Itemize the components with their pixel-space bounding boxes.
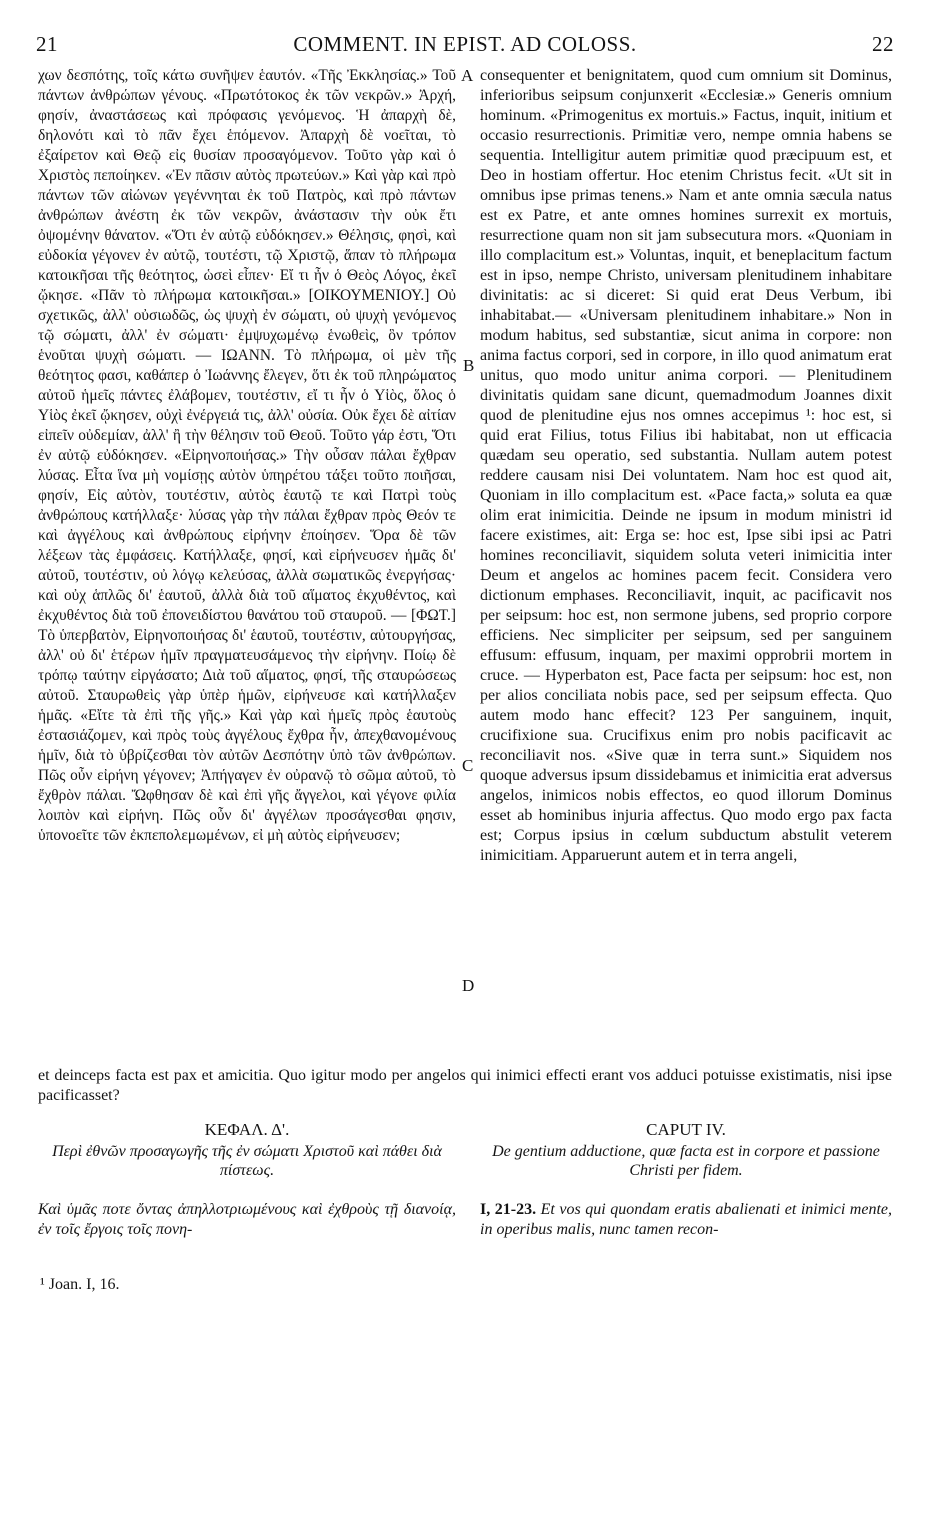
margin-marker-c: C: [462, 756, 474, 775]
latin-column-text: consequenter et benignitatem, quod cum omnium sit Dominus, inferioribus seipsum conjunxerit «Ecclesiæ.» Generis omnium hominum. «Primogenitus ex mortuis.» Factus, inquit, initium et occasio resurrectionis. Primitiæ vero, nempe omnia habens se sequentia. Intelligitur autem primitiæ quod præcipuum est, et Deo in hostiam offertur. Hoc etenim Christus fecit. «Ut sit in omnibus ipse primas tenens.» Nam et ante omnia sæcula natus est ex Patre, et ante omnes homines surrexit ex mortuis, resurrectione quam non sit jam subsecutura mors. «Quoniam in illo complacitum est.» Voluntas, inquit, et beneplacitum factum est in ipso, nempe Christo, universam plenitudinem inhabitare divinitatis: ac si diceret: Si quid erat Deus Verbum, ibi inhabitabat.— «Universam plenitudinem inhabitare.» Non in modum habitus, sed substantiæ, sicut anima in corpore: non anima factus corpori, sed in corpore, in illo quod animatum erat unitus, quo modo unitur anima corpori. — Plenitudinem divinitatis quidam sane dicunt, quemadmodum Joannes dixit quod de plenitudine ejus nos omnes accepimus ¹: hoc est, si quid erat Filius, totus Filius ibi habitabat, non ut efficacia quædam seu operatio, sed substantia. Nullam autem potest reddere causam nisi Dei voluntatem. Nam hoc est quod ait, Quoniam in illo complacitum est. «Pace facta,» soluta ea quæ olim erat inimicitia. Deinde ne ipsum in modum ministri id facere existimes, ait: Erga se: hoc est, Ipse sibi ipsi ac Patri homines reconciliavit, siquidem soluta veteri inimicitia inter Deum et angelos ac homines pacem fecit. Considera vero dictionum emphases. Reconciliavit, inquit, ac pacificavit nos per seipsum: hoc est, non sermone jubens, sed proprio corpore efficiens. Nec simpliciter per seipsum, sed per sanguinem effusum: effusum, inquam, per maximi opprobrii mortem in cruce. — Hyperbaton est, Pace facta per seipsum: hoc est, non per alios conciliata nobis pace, sed per seipsum effecta. Quo autem modo hanc effecit? 123 Per sanguinem, inquit, crucifixione sua. Crucifixus enim pro nobis pacificavit ac reconciliavit nos. «Sive quæ in terra sunt.» Siquidem nos quoque adversus ipsum dissidebamus et inimicitia erat adversus angelos, inimicos nobis effectos, eo quod illorum Dominus esset ab hominibus injuria affectus. Quo modo ergo pax facta est; Corpus ipsius in cœlum subductum abstulit veterem inimicitiam. Apparuerunt autem et in terra angeli,: [480, 67, 892, 864]
chapter-heading-latin: [480, 1120, 892, 1180]
footnote: ¹ Joan. I, 16.: [40, 1276, 120, 1293]
chapter-subtitle-greek: Περὶ ἐθνῶν προσαγωγῆς τῆς ἐν σώματι Χριστοῦ καὶ πάθει διὰ πίστεως.: [52, 1143, 442, 1179]
margin-marker-b: B: [463, 356, 475, 375]
verse-text-latin-body: Et vos qui quondam eratis abalienati et inimici mente, in operibus malis, nunc tamen recon-: [480, 1201, 893, 1238]
verse-text-latin: [480, 1200, 892, 1240]
continuation-text: et deinceps facta est pax et amicitia. Quo igitur modo per angelos qui inimici effecti erant vos adduci potuisse existimatis, nisi ipse pacificasset?: [38, 1067, 892, 1104]
greek-column-text: χων δεσπότης, τοῖς κάτω συνῆψεν ἑαυτόν. «Τῆς Ἐκκλησίας.» Τοῦ πάντων ἀνθρώπων γένους. «Πρωτότοκος ἐκ τῶν νεκρῶν.» Ἀρχή, φησίν, ἀναστάσεως καὶ πρόφασις γενόμενος. Ἡ ἀπαρχὴ δὲ, δηλονότι καὶ τὸ πᾶν ἔχει ἑπόμενον. Ἀπαρχὴ δὲ νοεῖται, τὸ ἐξαίρετον καὶ Θεῷ εἰς θυσίαν προσαγόμενον. Τοῦτο γὰρ καὶ ὁ Χριστὸς πεποίηκεν. «Ἐν πᾶσιν αὐτὸς πρωτεύων.» Καὶ γὰρ καὶ πρὸ πάντων τῶν αἰώνων γεγέννηται ἐκ τοῦ Πατρὸς, καὶ πρὸ πάντων ἀνθρώπων ἀνέστη ἐκ τῶν νεκρῶν, ἀνάστασιν τὴν οὐκ ἔτι ὀψομένην θάνατον. «Ὅτι ἐν αὐτῷ εὐδόκησεν.» Θέλησις, φησὶ, καὶ εὐδοκία γέγονεν ἐν αὐτῷ, τουτέστι, τῷ Χριστῷ, ἅπαν τὸ πλήρωμα κατοικῆσαι τῆς θεότητος, ὡσεὶ εἶπεν· Εἴ τι ἦν ὁ Θεὸς Λόγος, ἐκεῖ ᾤκησε. «Πᾶν τὸ πλήρωμα κατοικῆσαι.» [ΟΙΚΟΥΜΕΝΙΟΥ.] Οὐ σχετικῶς, ἀλλ' οὐσιωδῶς, ὡς ψυχὴ ἐν σώματι, οὐ ψυχὴ γενόμενος τῷ σώματι, ἀλλ' ἐν σώματι· ἐμψυχωμένῳ ἑνωθεὶς, ὃν τρόπον ἑνοῦται ψυχὴ σώματι. — ΙΩΑΝΝ. Τὸ πλήρωμα, οἱ μὲν τῆς θεότητος φασι, καθάπερ ὁ Ἰωάννης ἔλεγεν, ὅτι ἐκ τοῦ πληρώματος αὐτοῦ ἡμεῖς πάντες ἐλάβομεν, τουτέστιν, εἴ τι ἦν ὁ Υἱὸς, ὅλος ὁ Υἱὸς ἐκεῖ ᾤκησεν, οὐχὶ ἐνέργειά τις, ἀλλ' οὐσία. Οὐκ ἔχει δὲ αἰτίαν εἰπεῖν οὐδεμίαν, ἀλλ' ἢ τὴν θέλησιν τοῦ Θεοῦ. Τοῦτο γάρ ἐστι, Ὅτι ἐν αὐτῷ εὐδόκησεν. «Εἰρηνοποιήσας.» Τὴν οὖσαν πάλαι ἔχθραν λύσας. Εἶτα ἵνα μὴ νομίσῃς αὐτὸν ὑπηρέτου τάξει τοῦτο ποιῆσαι, φησίν, Εἰς αὐτὸν, τουτέστιν, αὐτὸς ἑαυτῷ τε καὶ Πατρὶ τοὺς ἀνθρώπους κατήλλαξε· λύσας γὰρ τὴν πάλαι ἔχθραν πρὸς Θεόν τε καὶ ἀγγέλους καὶ ἀνθρώπους εἰρήνην ἐποίησεν. Ὅρα δὲ τῶν λέξεων τὰς ἐμφάσεις. Κατήλλαξε, φησί, καὶ εἰρήνευσεν ἡμᾶς δι' αὐτοῦ, τουτέστιν, οὐ λόγῳ κελεύσας, ἀλλὰ σωματικῶς ἐνεργήσας· καὶ οὐχ ἁπλῶς δι' ἑαυτοῦ, ἀλλὰ διὰ τοῦ αἵματος ἐκχυθέντος, καὶ ἐκχυθέντος διὰ τοῦ ἐπονειδίστου θανάτου τοῦ σταυροῦ. — [ΦΩΤ.] Τὸ ὑπερβατὸν, Εἰρηνοποιήσας δι' ἑαυτοῦ, τουτέστιν, αὐτουργήσας, ἀλλ' οὐ δι' ἑτέρων ἡμῖν πραγματευσάμενος τὴν εἰρήνην. Ποίῳ δὲ τρόπῳ ταύτην εἰργάσατο; Διὰ τοῦ αἵματος, φησί, τῆς σταυρώσεως αὐτοῦ. Σταυρωθεὶς γὰρ ὑπὲρ ἡμῶν, εἰρήνευσε καὶ κατήλλαξεν ἡμᾶς. «Εἴτε τὰ ἐπὶ τῆς γῆς.» Καὶ γὰρ καὶ ἡμεῖς πρὸς ἑαυτοὺς ἐστασιάζομεν, καὶ πρὸς τοὺς ἀγγέλους ἔχθρα ἦν, ἀπεχθανομένους ἡμῖν, διὰ τὸ ὑβρίζεσθαι τὸν αὐτῶν Δεσπότην ὑπὸ τῶν ἀνθρώπων. Πῶς οὖν εἰρήνη γέγονεν; Ἀπήγαγεν ἐν οὐρανῷ τὸ σῶμα αὐτοῦ, τὸ ἔχθρὸν πάλαι. Ὤφθησαν δὲ καὶ ἐπὶ γῆς ἄγγελοι, καὶ γέγονε φιλία λοιπὸν καὶ εἰρήνη. Πῶς οὖν δι' ἀγγέλων προσάγεσθαι φησιν, ὑπονοεῖτε τῶν ἐκπεπολεμωμένων, εἰ μὴ αὐτὸς εἰρήνευσεν;: [38, 67, 456, 844]
chapter-subtitle-latin: De gentium adductione, quæ facta est in corpore et passione Christi per fidem.: [492, 1143, 880, 1179]
chapter-title-greek: ΚΕΦΑΛ. Δ'.: [204, 1120, 290, 1139]
verse-text-greek: Καὶ ὑμᾶς ποτε ὄντας ἀπηλλοτριωμένους καὶ ἐχθροὺς τῇ διανοίᾳ, ἐν τοῖς ἔργοις τοῖς πονη-: [38, 1201, 456, 1238]
margin-marker-d: D: [462, 976, 475, 995]
verse-reference: I, 21-23.: [480, 1201, 537, 1218]
margin-marker-a: A: [461, 66, 474, 85]
page-number-right: 22: [872, 32, 894, 56]
running-title: COMMENT. IN EPIST. AD COLOSS.: [293, 32, 637, 56]
chapter-title-latin: CAPUT IV.: [646, 1120, 726, 1139]
chapter-heading-greek: [38, 1120, 456, 1180]
page-number-left: 21: [36, 32, 58, 56]
running-header: [36, 32, 894, 58]
